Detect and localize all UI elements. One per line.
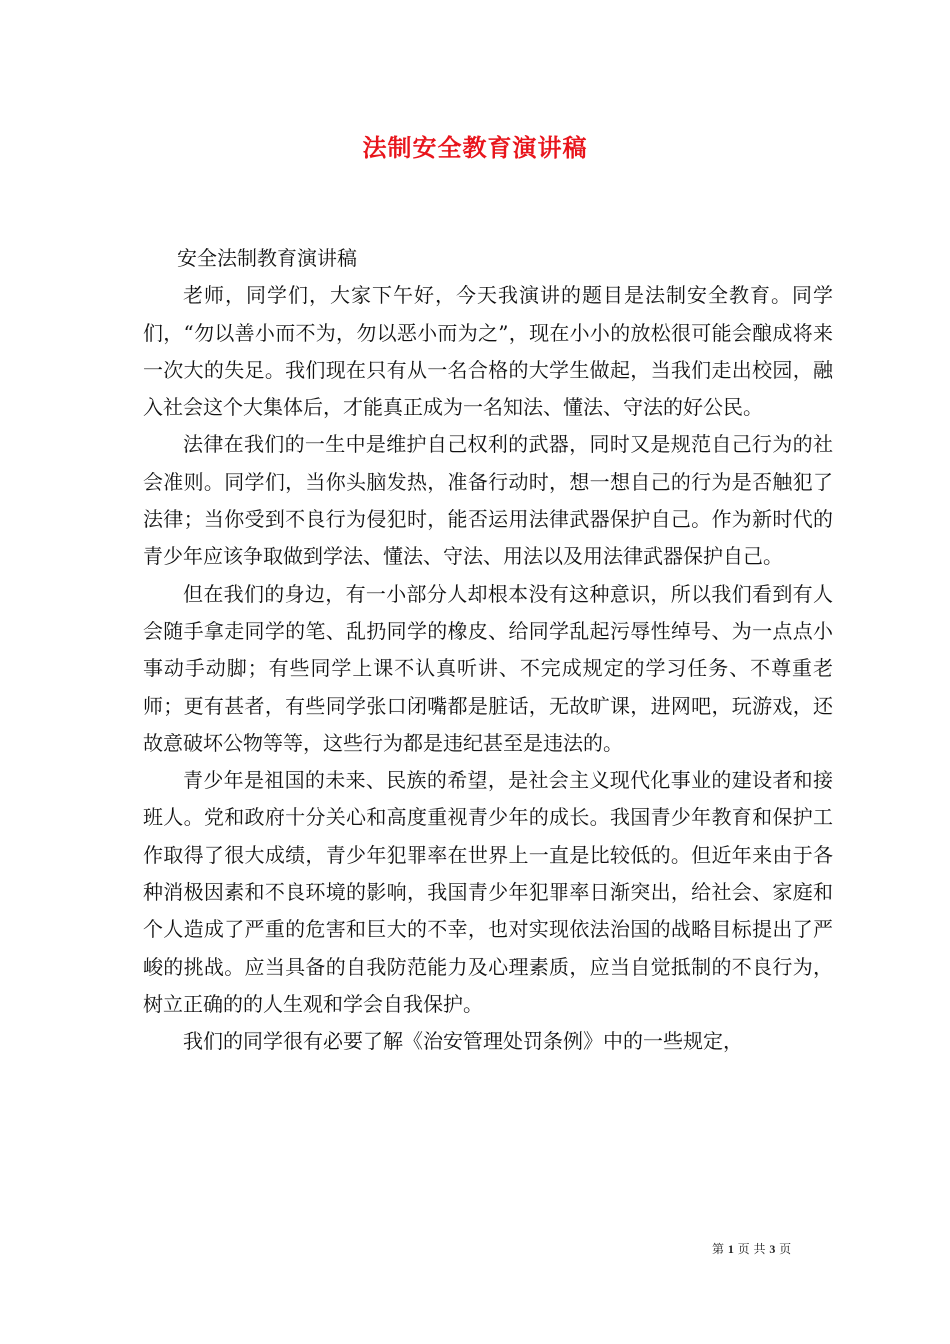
paragraph-4: 青少年是祖国的未来、民族的希望，是社会主义现代化事业的建设者和接班人。党和政府十分关心和高度重视青少年的成长。我国青少年教育和保护工作取得了很大成绩，青少年犯罪率在世界上一直是比较低的。但近年来由于各种消极因素和不良环境的影响，我国青少年犯罪率日渐突出，给社会、家庭和个人造成了严重的危害和巨大的不幸，也对实现依法治国的战略目标提出了严峻的挑战。应当具备的自我防范能力及心理素质，应当自觉抵制的不良行为，树立正确的的人生观和学会自我保护。	[143, 768, 833, 1016]
paragraph-2: 法律在我们的一生中是维护自己权利的武器，同时又是规范自己行为的社会准则。同学们，当你头脑发热，准备行动时，想一想自己的行为是否触犯了法律；当你受到不良行为侵犯时，能否运用法律武器保护自己。作为新时代的青少年应该争取做到学法、懂法、守法、用法以及用法律武器保护自己。	[143, 432, 833, 569]
subtitle-paragraph: 安全法制教育演讲稿	[177, 246, 357, 270]
paragraph-3: 但在我们的身边，有一小部分人却根本没有这种意识，所以我们看到有人会随手拿走同学的笔、乱扔同学的橡皮、给同学乱起污辱性绰号、为一点点小事动手动脚；有些同学上课不认真听讲、不完成规定的学习任务、不尊重老师；更有甚者，有些同学张口闭嘴都是脏话，无故旷课，进网吧，玩游戏，还故意破坏公物等等，这些行为都是违纪甚至是违法的。	[143, 581, 833, 755]
page-number-footer	[712, 1240, 791, 1257]
page-suffix: 页	[779, 1242, 792, 1256]
document-title: 法制安全教育演讲稿	[362, 133, 588, 162]
document-body	[143, 240, 833, 1061]
page-prefix: 第	[712, 1242, 725, 1256]
page-middle: 页 共	[737, 1242, 766, 1256]
page-total: 3	[769, 1242, 776, 1256]
paragraph-1: 老师，同学们，大家下午好，今天我演讲的题目是法制安全教育。同学们，“勿以善小而不为，勿以恶小而为之”，现在小小的放松很可能会酿成将来一次大的失足。我们现在只有从一名合格的大学生做起，当我们走出校园，融入社会这个大集体后，才能真正成为一名知法、懂法、守法的好公民。	[143, 283, 833, 420]
page-current: 1	[727, 1242, 734, 1256]
paragraph-5: 我们的同学很有必要了解《治安管理处罚条例》中的一些规定，	[183, 1029, 743, 1054]
